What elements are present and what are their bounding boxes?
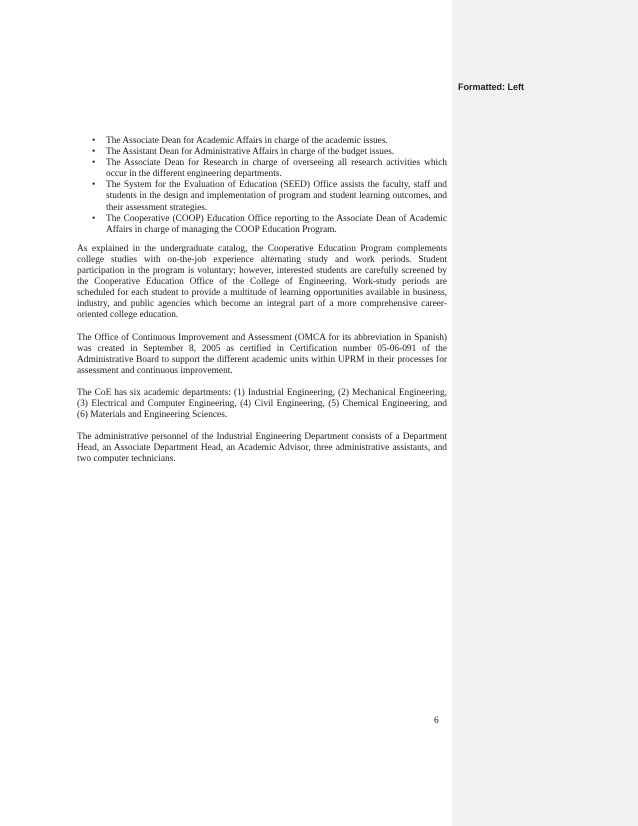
bullet-text: The Cooperative (COOP) Education Office reporting to the Associate Dean of Academic Affairs in charge of managing the COOP Education Program. [106,213,447,235]
paragraph-coop-program: As explained in the undergraduate catalog, the Cooperative Education Program complements college studies with on-the-job experience alternating study and work periods. Student participation in the program is voluntary; however, interested students are carefully screened by the Cooperative Education Office of the College of Engineering. Work-study periods are scheduled for each student to provide a multitude of learning opportunities available in business, industry, and public agencies which become an integral part of a more comprehensive career-oriented college education. [77,243,447,321]
bullet-item [77,147,447,158]
formatting-comment-label: Formatted: Left [458,82,524,92]
bullet-icon: • [92,213,96,224]
bullet-item [77,136,447,147]
document-body [77,136,447,476]
bullet-list [77,136,447,236]
bullet-item [77,158,447,180]
bullet-item [77,214,447,236]
page-number: 6 [434,716,439,726]
bullet-item [77,180,447,213]
bullet-icon: • [92,147,96,158]
bullet-icon: • [92,180,96,191]
paragraph-departments: The CoE has six academic departments: (1) Industrial Engineering, (2) Mechanical Engineering, (3) Electrical and Computer Engineering, (4) Civil Engineering, (5) Chemical Engineering, and (6) Materials and Engineering Sciences. [77,387,447,421]
bullet-text: The Associate Dean for Academic Affairs in charge of the academic issues. [106,136,388,146]
bullet-text: The Assistant Dean for Administrative Affairs in charge of the budget issues. [106,147,395,158]
bullet-text: The Associate Dean for Research in charge of overseeing all research activities which occur in the different engineering departments. [106,158,447,180]
paragraph-personnel: The administrative personnel of the Industrial Engineering Department consists of a Department Head, an Associate Department Head, an Academic Advisor, three administrative assistants, and two computer technicians. [77,432,447,465]
paragraph-omca: The Office of Continuous Improvement and Assessment (OMCA for its abbreviation in Spanish) was created in September 8, 2005 as certified in Certification number 05-06-091 of the Administrative Board to support the different academic units within UPRM in their processes for assessment and continuous improvement. [77,332,447,376]
bullet-icon: • [92,158,96,169]
bullet-text: The System for the Evaluation of Education (SEED) Office assists the faculty, staff and students in the design and implementation of program and student learning outcomes, and their assessment strategies. [106,180,447,213]
bullet-icon: • [92,136,96,146]
comment-pane [452,0,638,826]
